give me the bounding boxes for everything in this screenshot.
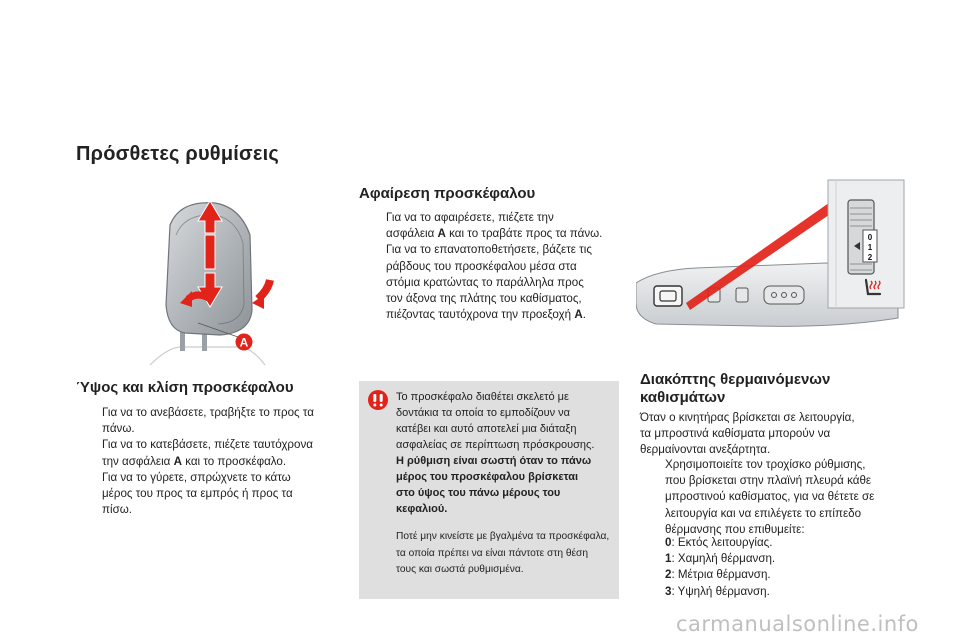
- heat-level-2: 2: Μέτρια θέρμανση.: [665, 568, 771, 582]
- warning-text: Το προσκέφαλο διαθέτει σκελετό με δοντάκια τα οποία το εμποδίζουν να κατέβει και αυτό αποτελεί μια διάταξη ασφαλείας σε περίπτωση πρόσκρουσης. Η ρύθμιση είναι σωστή όταν το πάνω μέρος του προσκέφαλου βρίσκεται στο ύψος του πάνω μέρους του κεφαλιού.: [396, 391, 595, 515]
- heated-seats-list: [640, 457, 910, 538]
- list-item: Χρησιμοποιείτε τον τροχίσκο ρύθμισης, που βρίσκεται στην πλαϊνή πλευρά κάθε μπροστινού καθίσματος, για να θέτετε σε λειτουργία και να επιλέγετε το επίπεδο θέρμανσης που επιθυμείτε:: [665, 458, 875, 536]
- headrest-illustration: [140, 195, 275, 370]
- headrest-removal-title: Αφαίρεση προσκέφαλου: [359, 185, 536, 202]
- headrest-adjust-title: Ύψος και κλίση προσκέφαλου: [76, 379, 294, 396]
- headrest-removal-list: [361, 210, 621, 323]
- heat-level-0: 0: Εκτός λειτουργίας.: [665, 536, 773, 549]
- list-item: Για να το επανατοποθετήσετε, βάζετε τις ράβδους του προσκέφαλου μέσα στα στόμια κρατώντας το παράλληλα προς τον άξονα της πλάτης του καθίσματος, πιέζοντας ταυτόχρονα την προεξοχή A.: [386, 243, 592, 322]
- heat-level-1: 1: Χαμηλή θέρμανση.: [665, 552, 776, 566]
- heat-levels: [665, 535, 775, 600]
- list-item: Για να το γύρετε, σπρώχνετε το κάτω μέρος του προς τα εμπρός ή προς τα πίσω.: [102, 470, 293, 517]
- warning-icon: [368, 390, 388, 410]
- heated-seats-intro: Όταν ο κινητήρας βρίσκεται σε λειτουργία, τα μπροστινά καθίσματα μπορούν να θερμαίνονται ανεξάρτητα.: [640, 411, 855, 457]
- callout-a-label: A: [239, 335, 249, 350]
- watermark: carmanualsonline.info: [676, 612, 919, 636]
- list-item: Για να το αφαιρέσετε, πιέζετε την ασφάλεια A και το τραβάτε προς τα πάνω.: [386, 211, 603, 241]
- warning-box: [359, 381, 619, 599]
- heat-level-3: 3: Υψηλή θέρμανση.: [665, 584, 770, 598]
- heated-seats-title: Διακόπτης θερμαινόμενων καθισμάτων: [640, 371, 831, 406]
- headrest-adjust-list: [77, 405, 332, 518]
- heated-seat-switch-illustration: [636, 178, 906, 343]
- list-item: Για να το κατεβάσετε, πιέζετε ταυτόχρονα την ασφάλεια A και το προσκέφαλο.: [102, 438, 313, 468]
- warning-note: Ποτέ μην κινείστε με βγαλμένα τα προσκέφαλα, τα οποία πρέπει να είναι πάντοτε στη θέση τους και σωστά ρυθμισμένα.: [396, 531, 610, 575]
- wheel-label-0: 0: [867, 233, 873, 242]
- page-title: Πρόσθετες ρυθμίσεις: [76, 143, 279, 165]
- wheel-label-1: 1: [867, 243, 873, 252]
- wheel-label-2: 2: [867, 253, 873, 262]
- list-item: Για να το ανεβάσετε, τραβήξτε το προς τα πάνω.: [102, 406, 314, 436]
